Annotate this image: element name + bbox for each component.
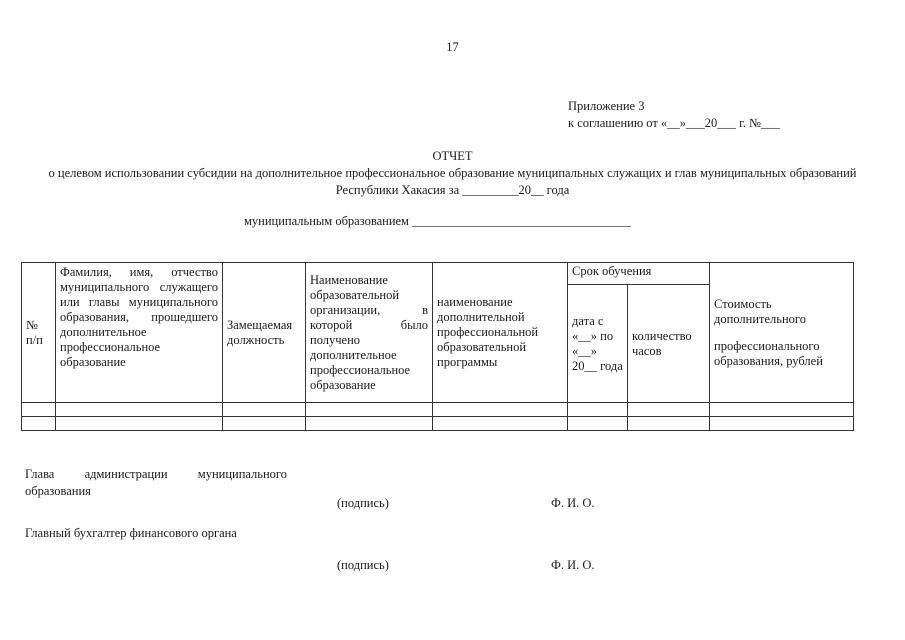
table-cell[interactable] (710, 417, 854, 431)
table-cell[interactable] (710, 403, 854, 417)
table-cell[interactable] (56, 403, 223, 417)
signature-sign-head: (подпись) (337, 496, 389, 510)
signature-name-head: Ф. И. О. (551, 496, 595, 510)
table-cell[interactable] (223, 417, 306, 431)
table-cell[interactable] (433, 403, 568, 417)
header-num: № п/п (22, 263, 56, 403)
header-term: Срок обучения (568, 263, 710, 285)
header-dates: дата с «__» по «__» 20__ года (568, 285, 628, 403)
appendix-agreement: к соглашению от «__»___20___ г. №___ (568, 116, 780, 130)
signature-sign-accountant: (подпись) (337, 558, 389, 572)
table-row (22, 417, 854, 431)
table-cell[interactable] (22, 417, 56, 431)
header-cost-line2: профессионального образования, рублей (714, 338, 823, 368)
report-table (21, 262, 854, 431)
signature-role-head-text: Глава администрации муниципального образования (25, 467, 287, 498)
table-cell[interactable] (568, 403, 628, 417)
signature-role-head (25, 466, 287, 500)
header-hours: количество часов (628, 285, 710, 403)
signature-role-accountant: Главный бухгалтер финансового органа (25, 526, 237, 540)
table-cell[interactable] (628, 403, 710, 417)
header-program: наименование дополнительной профессиональной образовательной программы (433, 263, 568, 403)
table-cell[interactable] (22, 403, 56, 417)
table-row (22, 403, 854, 417)
table-cell[interactable] (306, 417, 433, 431)
header-cost-line1: Стоимость дополнительного (714, 296, 806, 326)
signature-name-accountant: Ф. И. О. (551, 558, 595, 572)
report-title: ОТЧЕТ (432, 149, 473, 163)
appendix-title: Приложение 3 (568, 99, 645, 113)
header-org: Наименование образовательной организации, в которой было получено дополнительное профессиональное образование (306, 263, 433, 403)
page-number: 17 (446, 40, 459, 54)
header-cost (710, 263, 854, 403)
table-cell[interactable] (433, 417, 568, 431)
table-cell[interactable] (568, 417, 628, 431)
appendix-block (568, 98, 780, 132)
table-cell[interactable] (56, 417, 223, 431)
municipality-line: муниципальным образованием ___________________________________ (244, 214, 631, 228)
table-cell[interactable] (628, 417, 710, 431)
table-cell[interactable] (306, 403, 433, 417)
header-position: Замещаемая должность (223, 263, 306, 403)
table-cell[interactable] (223, 403, 306, 417)
table-header-row (22, 263, 854, 285)
header-fio: Фамилия, имя, отчество муниципального служащего или главы муниципального образования, прошедшего дополнительное профессиональное образование (56, 263, 223, 403)
report-subtitle: о целевом использовании субсидии на дополнительное профессиональное образование муниципальных служащих и глав муниципальных образований Республики Хакасия за _________20__ года (48, 166, 857, 197)
